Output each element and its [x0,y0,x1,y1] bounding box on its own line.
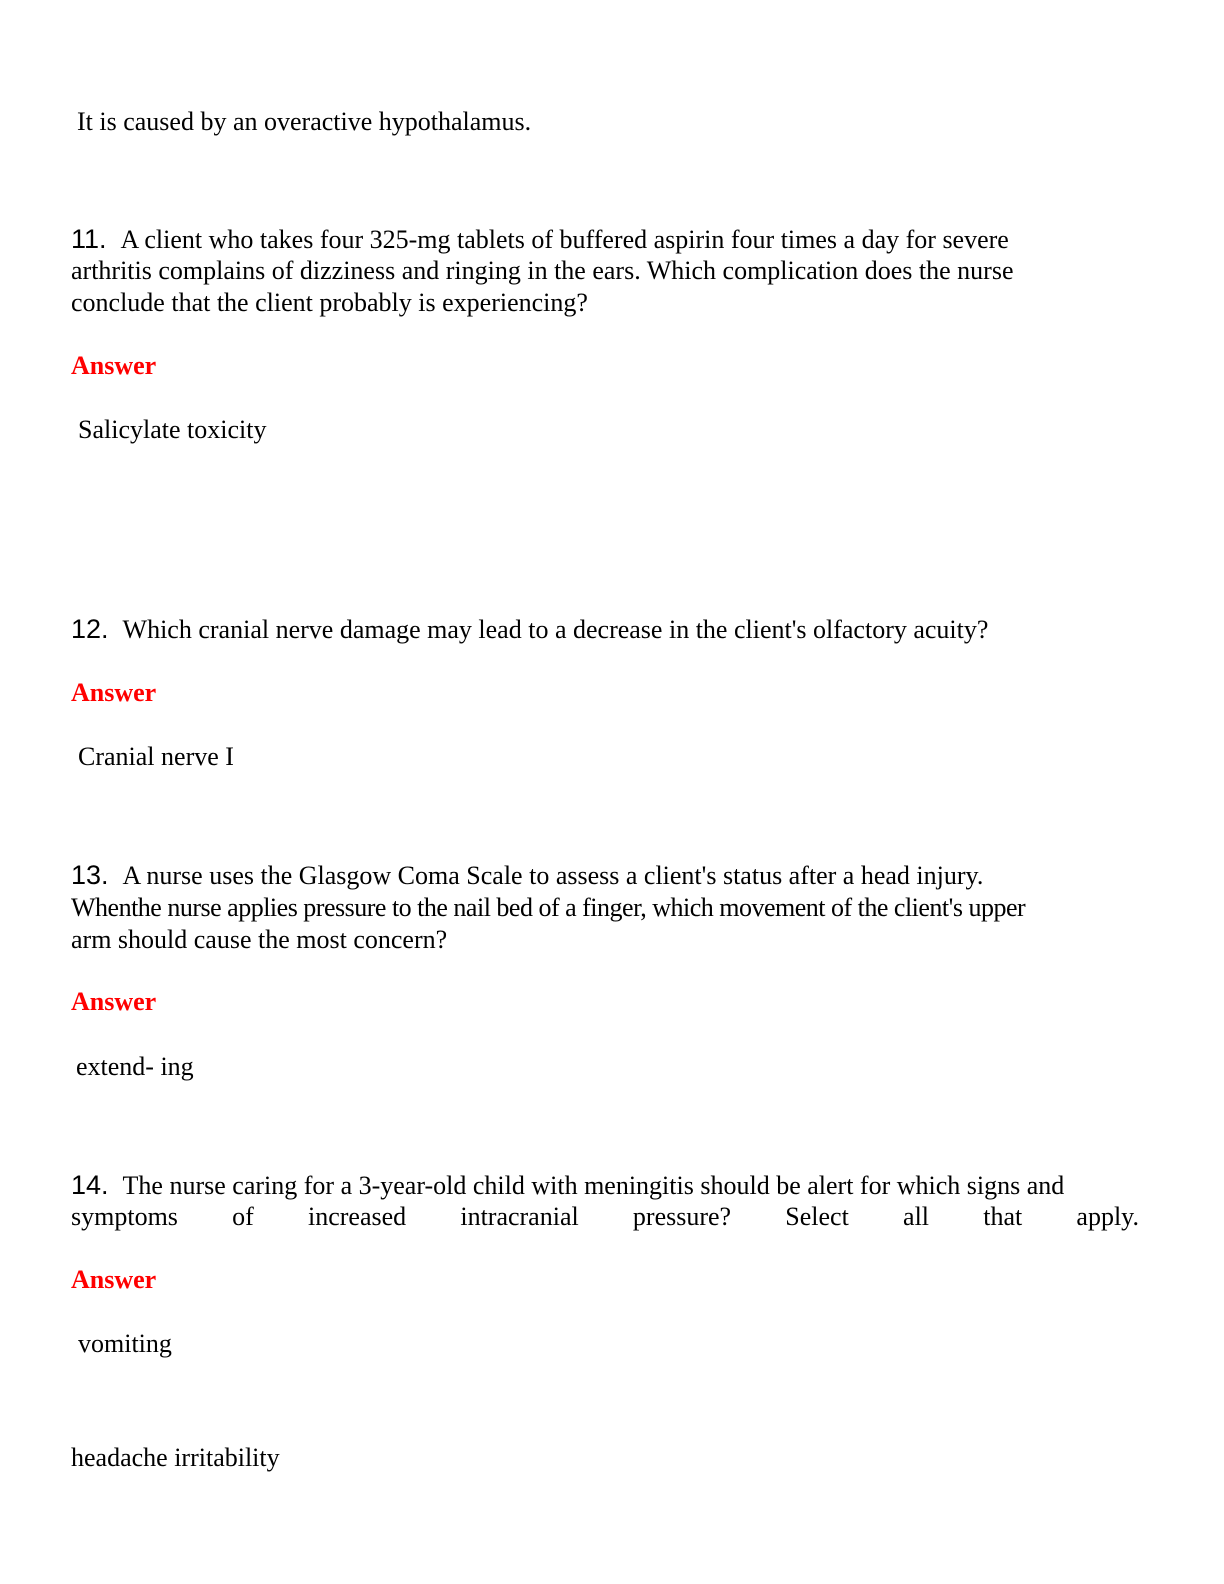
answer-label: Answer [71,987,157,1016]
answer-label: Answer [71,678,157,707]
answer-text: Cranial nerve I [78,742,234,771]
question-text: A client who takes four 325-mg tablets of buffered aspirin four times a day for severe [120,225,1009,254]
question-number: 14. [71,1170,109,1200]
question-13-line-3: arm should cause the most concern? [71,925,448,954]
previous-answer-text: It is caused by an overactive hypothalamus. [77,107,532,136]
question-text: Which cranial nerve damage may lead to a decrease in the client's olfactory acuity? [122,615,989,644]
question-text: A nurse uses the Glasgow Coma Scale to assess a client's status after a head injury. [122,861,984,890]
answer-text: headache irritability [71,1443,280,1472]
question-11-line-2: arthritis complains of dizziness and ringing in the ears. Which complication does the nurse [71,256,1014,285]
question-number: 11. [71,224,107,254]
question-11-line-3: conclude that the client probably is experiencing? [71,288,588,317]
answer-label: Answer [71,351,157,380]
question-11-line-1 [71,224,1009,255]
question-number: 12. [71,614,109,644]
question-number: 13. [71,860,109,890]
question-12-line-1 [71,614,988,645]
answer-text: Salicylate toxicity [78,415,267,444]
question-text: The nurse caring for a 3-year-old child with meningitis should be alert for which signs and [122,1171,1065,1200]
question-13-line-1 [71,860,983,891]
answer-text: extend- ing [76,1052,194,1081]
answer-text: vomiting [78,1329,172,1358]
question-14-line-1 [71,1170,1064,1201]
question-14-line-2: symptoms of increased intracranial pressure? Select all that apply. [71,1202,1139,1231]
question-13-line-2: Whenthe nurse applies pressure to the nail bed of a finger, which movement of the client's upper [71,893,1026,922]
answer-label: Answer [71,1265,157,1294]
